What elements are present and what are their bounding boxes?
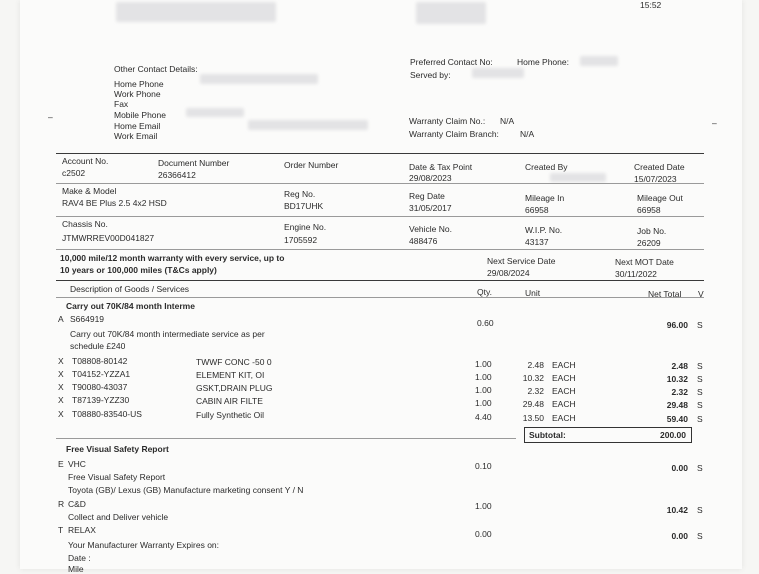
divider-section1 — [56, 438, 516, 439]
document-number-value: 26366412 — [158, 170, 196, 180]
line-t-code: T — [58, 525, 64, 535]
line-r-v: S — [697, 505, 703, 515]
line-a-desc2: schedule £240 — [70, 341, 126, 351]
redacted-header-right — [416, 2, 486, 24]
part-row-unit: 2.48 — [527, 360, 544, 370]
job-label: Job No. — [637, 226, 667, 236]
make-value: RAV4 BE Plus 2.5 4x2 HSD — [62, 198, 167, 208]
subtotal-value: 200.00 — [660, 430, 686, 440]
part-row-desc: ELEMENT KIT, OI — [196, 370, 265, 380]
line-a-desc1: Carry out 70K/84 month intermediate service as per — [70, 329, 265, 339]
divider-chassis — [56, 249, 704, 250]
line-t-ref: RELAX — [68, 525, 96, 535]
part-row-desc: Fully Synthetic Oil — [196, 410, 265, 420]
warranty-branch-label: Warranty Claim Branch: — [409, 129, 499, 139]
redacted-home-phone — [200, 74, 318, 84]
line-r-net: 10.42 — [666, 505, 688, 515]
part-row-qty: 1.00 — [475, 385, 492, 395]
part-row-unit: 10.32 — [522, 373, 544, 383]
next-mot-value: 30/11/2022 — [615, 269, 657, 279]
part-row-number: T87139-YZZ30 — [72, 395, 130, 405]
part-row-code: X — [58, 409, 64, 419]
contact-label-work-email: Work Email — [114, 131, 158, 141]
line-t-desc3: Mile — [68, 564, 84, 574]
part-row-v: S — [697, 361, 703, 371]
line-e-ref: VHC — [68, 459, 86, 469]
next-service-value: 29/08/2024 — [487, 268, 530, 278]
line-t-desc2: Date : — [68, 553, 91, 563]
part-row-each: EACH — [552, 413, 576, 423]
engine-label: Engine No. — [284, 222, 327, 232]
redacted-preferred — [580, 56, 618, 66]
part-row-qty: 1.00 — [475, 398, 492, 408]
contact-label-home-phone: Home Phone — [114, 79, 164, 89]
warranty-claim-value: N/A — [500, 116, 515, 126]
divider-table-header — [56, 297, 704, 298]
part-row-v: S — [697, 387, 703, 397]
line-a-ref: S664919 — [70, 314, 105, 324]
warranty-text-line2: 10 years or 100,000 miles (T&Cs apply) — [60, 265, 217, 275]
account-no-value: c2502 — [62, 168, 86, 178]
line-e-desc2: Toyota (GB)/ Lexus (GB) Manufacture marketing consent Y / N — [68, 485, 304, 495]
reg-date-label: Reg Date — [409, 191, 445, 201]
divider-vehicle — [56, 216, 704, 217]
margin-mark-left: – — [48, 112, 53, 122]
section1-title: Carry out 70K/84 month Interme — [66, 301, 195, 311]
line-e-qty: 0.10 — [475, 461, 492, 471]
order-number-label: Order Number — [284, 160, 339, 170]
vehicle-no-value: 488476 — [409, 236, 438, 246]
line-a-v: S — [697, 320, 703, 330]
header-time: 15:52 — [640, 0, 662, 10]
part-row-net: 2.32 — [671, 387, 688, 397]
created-by-label: Created By — [525, 162, 568, 172]
part-row-each: EACH — [552, 399, 576, 409]
chassis-value: JTMWRREV00D041827 — [62, 233, 155, 243]
part-row-net: 29.48 — [666, 400, 688, 410]
part-row-code: X — [58, 395, 64, 405]
line-a-net: 96.00 — [666, 320, 688, 330]
part-row-v: S — [697, 374, 703, 384]
part-row-number: T04152-YZZA1 — [72, 369, 131, 379]
line-t-v: S — [697, 531, 703, 541]
desc-header: Description of Goods / Services — [70, 284, 190, 294]
part-row-unit: 2.32 — [527, 386, 544, 396]
line-t-net: 0.00 — [671, 531, 688, 541]
account-no-label: Account No. — [62, 156, 109, 166]
v-header: V — [698, 289, 704, 299]
engine-value: 1705592 — [284, 235, 318, 245]
subtotal-label: Subtotal: — [529, 430, 566, 440]
redacted-email — [248, 120, 368, 130]
unit-header: Unit — [525, 288, 541, 298]
part-row-each: EACH — [552, 373, 576, 383]
part-row-desc: GSKT,DRAIN PLUG — [196, 383, 273, 393]
warranty-claim-label: Warranty Claim No.: — [409, 116, 486, 126]
next-mot-label: Next MOT Date — [615, 257, 674, 267]
contact-label-work-phone: Work Phone — [114, 89, 161, 99]
vehicle-no-label: Vehicle No. — [409, 224, 452, 234]
redacted-created-by — [550, 173, 606, 182]
part-row-qty: 4.40 — [475, 412, 492, 422]
line-e-net: 0.00 — [671, 463, 688, 473]
mileage-out-value: 66958 — [637, 205, 661, 215]
part-row-unit: 13.50 — [522, 413, 544, 423]
contact-label-fax: Fax — [114, 99, 129, 109]
part-row-net: 10.32 — [666, 374, 688, 384]
part-row-code: X — [58, 369, 64, 379]
warranty-text-line1: 10,000 mile/12 month warranty with every service, up to — [60, 253, 285, 263]
part-row-each: EACH — [552, 360, 576, 370]
part-row-code: X — [58, 382, 64, 392]
line-a-qty: 0.60 — [477, 318, 494, 328]
part-row-qty: 1.00 — [475, 372, 492, 382]
job-value: 26209 — [637, 238, 661, 248]
reg-label: Reg No. — [284, 189, 316, 199]
line-e-v: S — [697, 463, 703, 473]
part-row-code: X — [58, 356, 64, 366]
reg-date-value: 31/05/2017 — [409, 203, 452, 213]
net-header: Net Total — [648, 289, 682, 299]
mileage-in-label: Mileage In — [525, 193, 565, 203]
mileage-in-value: 66958 — [525, 205, 549, 215]
preferred-contact-value: Home Phone: — [517, 57, 569, 67]
preferred-contact-label: Preferred Contact No: — [410, 57, 493, 67]
wip-value: 43137 — [525, 237, 549, 247]
divider-account — [56, 183, 704, 184]
line-t-qty: 0.00 — [475, 529, 492, 539]
part-row-unit: 29.48 — [522, 399, 544, 409]
wip-label: W.I.P. No. — [525, 225, 563, 235]
line-r-qty: 1.00 — [475, 501, 492, 511]
part-row-number: T08808-80142 — [72, 356, 128, 366]
chassis-label: Chassis No. — [62, 219, 108, 229]
date-tax-label: Date & Tax Point — [409, 162, 473, 172]
next-service-label: Next Service Date — [487, 256, 556, 266]
reg-value: BD17UHK — [284, 201, 324, 211]
redacted-header-left — [116, 2, 276, 22]
qty-header: Qty. — [477, 287, 492, 297]
line-e-desc1: Free Visual Safety Report — [68, 472, 166, 482]
part-row-v: S — [697, 414, 703, 424]
part-row-qty: 1.00 — [475, 359, 492, 369]
line-r-desc: Collect and Deliver vehicle — [68, 512, 169, 522]
margin-mark-right: – — [712, 118, 717, 128]
divider-table-top — [56, 280, 704, 281]
redacted-mobile — [186, 108, 244, 117]
served-by-label: Served by: — [410, 70, 451, 80]
divider-top — [56, 153, 704, 154]
section2-title: Free Visual Safety Report — [66, 444, 169, 454]
redacted-served-by — [472, 68, 524, 78]
mileage-out-label: Mileage Out — [637, 193, 683, 203]
contact-heading: Other Contact Details: — [114, 64, 198, 74]
document-number-label: Document Number — [158, 158, 230, 168]
date-tax-value: 29/08/2023 — [409, 173, 452, 183]
part-row-desc: CABIN AIR FILTE — [196, 396, 263, 406]
invoice-page — [20, 0, 742, 574]
created-date-label: Created Date — [634, 162, 685, 172]
line-a-code: A — [58, 314, 64, 324]
created-date-value: 15/07/2023 — [634, 174, 677, 184]
part-row-net: 2.48 — [671, 361, 688, 371]
part-row-each: EACH — [552, 386, 576, 396]
line-r-ref: C&D — [68, 499, 86, 509]
warranty-branch-value: N/A — [520, 129, 535, 139]
line-e-code: E — [58, 459, 64, 469]
part-row-net: 59.40 — [666, 414, 688, 424]
part-row-number: T90080-43037 — [72, 382, 128, 392]
contact-label-mobile: Mobile Phone — [114, 110, 166, 120]
line-r-code: R — [58, 499, 65, 509]
part-row-v: S — [697, 400, 703, 410]
make-label: Make & Model — [62, 186, 117, 196]
contact-label-home-email: Home Email — [114, 121, 161, 131]
part-row-number: T08880-83540-US — [72, 409, 142, 419]
part-row-desc: TWWF CONC -50 0 — [196, 357, 272, 367]
line-t-desc1: Your Manufacturer Warranty Expires on: — [68, 540, 220, 550]
